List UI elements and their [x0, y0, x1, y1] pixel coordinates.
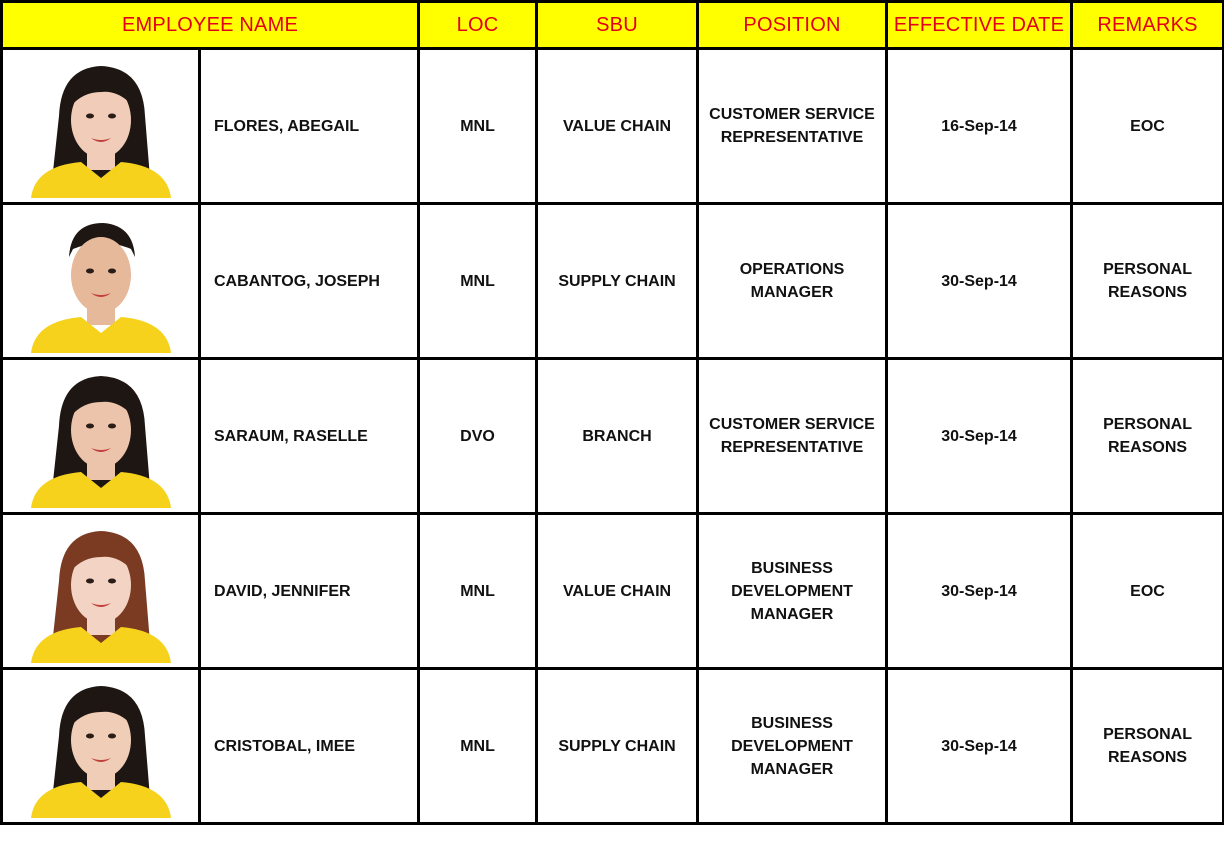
cell-line: REASONS	[1107, 439, 1188, 456]
employee-name-cell: CRISTOBAL, IMEE	[200, 669, 419, 824]
employee-photo	[2, 669, 200, 824]
cell-line: DEVELOPMENT	[731, 582, 853, 600]
header-position: POSITION	[698, 2, 887, 49]
position-cell	[698, 49, 887, 204]
header-sbu: SBU	[537, 2, 698, 49]
employee-photo	[2, 204, 200, 359]
remarks-cell	[1072, 49, 1224, 204]
cell-line: BUSINESS	[751, 714, 833, 732]
header-employee-name: EMPLOYEE NAME	[2, 2, 419, 49]
remarks-cell	[1072, 669, 1224, 824]
cell-line: CUSTOMER SERVICE	[709, 106, 875, 123]
cell-line: REASONS	[1107, 284, 1188, 301]
header-row	[2, 2, 1224, 49]
cell-line: CUSTOMER SERVICE	[709, 416, 875, 433]
loc-cell: MNL	[419, 49, 537, 204]
man-portrait-icon	[3, 209, 198, 353]
employee-photo	[2, 359, 200, 514]
employee-name-cell: SARAUM, RASELLE	[200, 359, 419, 514]
loc-cell: MNL	[419, 514, 537, 669]
employee-name-cell: CABANTOG, JOSEPH	[200, 204, 419, 359]
header-effective-date: EFFECTIVE DATE	[887, 2, 1072, 49]
remarks-cell	[1072, 204, 1224, 359]
remarks-cell	[1072, 514, 1224, 669]
cell-line: DEVELOPMENT	[731, 737, 853, 755]
table-row	[2, 359, 1224, 514]
effective-date-cell: 30-Sep-14	[887, 359, 1072, 514]
sbu-cell: SUPPLY CHAIN	[537, 669, 698, 824]
employee-photo	[2, 514, 200, 669]
cell-line: PERSONAL	[1103, 261, 1192, 278]
sbu-cell: VALUE CHAIN	[537, 514, 698, 669]
position-cell	[698, 359, 887, 514]
employee-photo	[2, 49, 200, 204]
employee-name-cell: FLORES, ABEGAIL	[200, 49, 419, 204]
cell-line: BUSINESS	[751, 559, 833, 577]
effective-date-cell: 30-Sep-14	[887, 204, 1072, 359]
cell-line: MANAGER	[750, 284, 834, 301]
cell-line: EOC	[1130, 117, 1165, 135]
position-cell	[698, 204, 887, 359]
sbu-cell: VALUE CHAIN	[537, 49, 698, 204]
woman-portrait-icon	[3, 54, 198, 198]
loc-cell: DVO	[419, 359, 537, 514]
header-remarks: REMARKS	[1072, 2, 1224, 49]
position-cell	[698, 669, 887, 824]
cell-line: MANAGER	[750, 605, 834, 623]
employee-name-cell: DAVID, JENNIFER	[200, 514, 419, 669]
header-loc: LOC	[419, 2, 537, 49]
woman-portrait-icon	[3, 364, 198, 508]
cell-line: EOC	[1130, 582, 1165, 600]
table-row	[2, 669, 1224, 824]
woman-portrait-icon	[3, 674, 198, 818]
effective-date-cell: 30-Sep-14	[887, 514, 1072, 669]
effective-date-cell: 16-Sep-14	[887, 49, 1072, 204]
sbu-cell: BRANCH	[537, 359, 698, 514]
loc-cell: MNL	[419, 204, 537, 359]
cell-line: PERSONAL	[1103, 416, 1192, 433]
cell-line: PERSONAL	[1103, 726, 1192, 743]
position-cell	[698, 514, 887, 669]
effective-date-cell: 30-Sep-14	[887, 669, 1072, 824]
cell-line: MANAGER	[750, 760, 834, 778]
cell-line: OPERATIONS	[739, 261, 845, 278]
cell-line: REPRESENTATIVE	[720, 129, 864, 146]
woman-portrait-icon	[3, 519, 198, 663]
cell-line: REPRESENTATIVE	[720, 439, 864, 456]
remarks-cell	[1072, 359, 1224, 514]
table-row	[2, 49, 1224, 204]
sbu-cell: SUPPLY CHAIN	[537, 204, 698, 359]
loc-cell: MNL	[419, 669, 537, 824]
table-row	[2, 204, 1224, 359]
cell-line: REASONS	[1107, 749, 1188, 766]
table-row	[2, 514, 1224, 669]
